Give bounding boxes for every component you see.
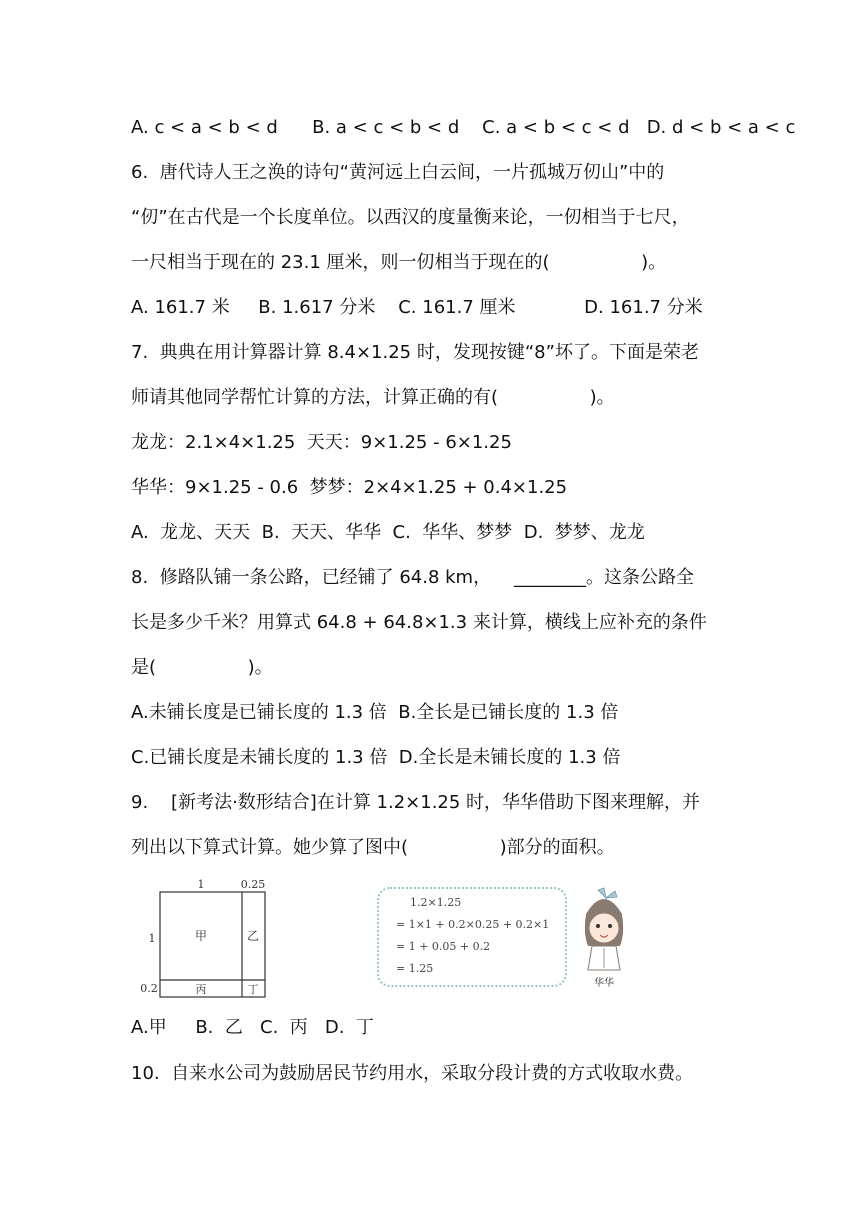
question-6-text-line-1: 6. 唐代诗人王之涣的诗句“黄河远上白云间，一片孤城万仞山”中的 xyxy=(131,162,665,183)
calc-line-1: 1.2×1.25 xyxy=(410,896,462,909)
question-8-options-line-2: C.已铺长度是未铺长度的 1.3 倍 D.全长是未铺长度的 1.3 倍 xyxy=(131,747,621,768)
question-8-text-line-3: 是( )。 xyxy=(131,657,273,678)
question-9-figure xyxy=(140,876,660,1006)
question-9-figure-svg xyxy=(140,876,660,1006)
calc-line-4: = 1.25 xyxy=(396,962,434,975)
question-8-text-line-2: 长是多少千米？用算式 64.8 + 64.8×1.3 来计算，横线上应补充的条件 xyxy=(131,612,707,633)
region-bing: 丙 xyxy=(195,983,207,996)
character-name-label: 华华 xyxy=(594,978,614,989)
calc-line-3: = 1 + 0.05 + 0.2 xyxy=(396,940,491,953)
area-model-diagram xyxy=(140,878,265,997)
girl-left-eye xyxy=(596,924,600,928)
question-6-text-line-2: “仞”在古代是一个长度单位。以西汉的度量衡来论，一仞相当于七尺， xyxy=(131,207,690,228)
girl-character-illustration xyxy=(585,888,623,989)
question-6-options: A. 161.7 米 B. 1.617 分米 C. 161.7 厘米 D. 161.7 分米 xyxy=(131,297,703,318)
label-left-0-2: 0.2 xyxy=(140,982,158,995)
label-top-0-25: 0.25 xyxy=(240,878,266,891)
question-10-text-line-1: 10. 自来水公司为鼓励居民节约用水，采取分段计费的方式收取水费。 xyxy=(131,1063,694,1084)
question-9-options: A.甲 B. 乙 C. 丙 D. 丁 xyxy=(131,1017,374,1038)
girl-bow xyxy=(598,888,617,898)
question-9-text-line-1: 9. [新考法·数形结合]在计算 1.2×1.25 时，华华借助下图来理解，并 xyxy=(131,792,701,813)
question-9-text-line-2: 列出以下算式计算。她少算了图中( )部分的面积。 xyxy=(131,837,615,858)
question-5-options: A. c < a < b < d B. a < c < b < d C. a < b < c < d D. d < b < a < c xyxy=(131,117,796,138)
question-6-text-line-3: 一尺相当于现在的 23.1 厘米，则一仞相当于现在的( )。 xyxy=(131,252,667,273)
region-jia: 甲 xyxy=(194,929,208,943)
girl-face xyxy=(589,913,619,943)
question-7-method-line-1: 龙龙：2.1×4×1.25 天天：9×1.25 - 6×1.25 xyxy=(131,432,512,453)
question-8-options-line-1: A.未铺长度是已铺长度的 1.3 倍 B.全长是已铺长度的 1.3 倍 xyxy=(131,702,619,723)
question-7-options: A. 龙龙、天天 B. 天天、华华 C. 华华、梦梦 D. 梦梦、龙龙 xyxy=(131,522,645,543)
question-7-text-line-1: 7. 典典在用计算器计算 8.4×1.25 时，发现按键“8”坏了。下面是荣老 xyxy=(131,342,699,363)
question-7-text-line-2: 师请其他同学帮忙计算的方法，计算正确的有( )。 xyxy=(131,387,615,408)
question-7-method-line-2: 华华：9×1.25 - 0.6 梦梦：2×4×1.25 + 0.4×1.25 xyxy=(131,477,568,498)
calculation-bubble xyxy=(378,888,566,986)
region-ding: 丁 xyxy=(247,983,259,996)
region-yi: 乙 xyxy=(246,929,260,943)
label-top-1: 1 xyxy=(197,878,205,891)
girl-right-eye xyxy=(608,924,612,928)
area-model-outer-rectangle xyxy=(160,892,265,997)
label-left-1: 1 xyxy=(148,932,156,945)
question-8-text-line-1: 8. 修路队铺一条公路，已经铺了 64.8 km， ________。这条公路全 xyxy=(131,567,694,588)
calc-line-2: = 1×1 + 0.2×0.25 + 0.2×1 xyxy=(396,918,550,931)
